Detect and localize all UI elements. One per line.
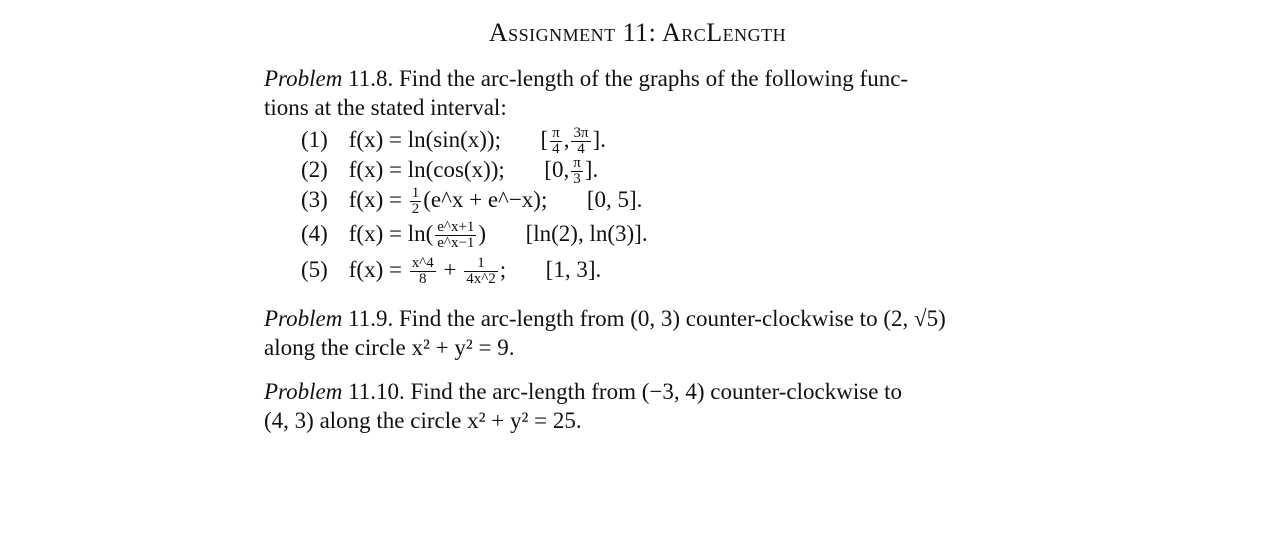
plus-sign: + (443, 256, 457, 282)
item-interval: [0, 5]. (586, 186, 643, 212)
problem-11-9-line1 (264, 304, 1044, 333)
problem-11-8 (264, 64, 1044, 122)
item-number: (1) (301, 126, 328, 152)
problem-number: 11.10. (348, 379, 405, 404)
problem-11-8-line1 (264, 64, 1044, 93)
item-expression-post: ; (499, 256, 507, 282)
item-expression: f(x) = ln(sin(x)); (348, 126, 501, 152)
list-item (301, 256, 601, 287)
interval-fraction-a: $\frac{\pi}{4}$ (552, 125, 560, 157)
list-item (301, 186, 642, 217)
problem-label: Problem (264, 306, 343, 331)
item-number: (4) (301, 220, 328, 246)
expression-fraction-1: $\frac{x\^{}4}{8}$ (411, 255, 434, 287)
item-expression-post: ) (478, 220, 487, 246)
problem-text: Find the arc-length from (0, 3) counter-clockwise to (2, √5) (399, 306, 946, 331)
interval-close: ]. (584, 156, 599, 182)
item-number: (3) (301, 186, 328, 212)
interval-fraction-b: $\frac{\pi}{3}$ (573, 155, 581, 187)
problem-label: Problem (264, 379, 343, 404)
interval-close: ]. (592, 126, 606, 152)
problem-text: Find the arc-length from (−3, 4) counter-clockwise to (410, 379, 903, 404)
problem-11-10-line1 (264, 377, 1044, 406)
problem-11-8-line2: tions at the stated interval: (264, 95, 507, 120)
item-interval: [1, 3]. (545, 256, 602, 282)
interval-open: [ (540, 126, 549, 152)
item-expression-pre: f(x) = (348, 186, 402, 212)
item-interval: [ln(2), ln(3)]. (525, 220, 648, 246)
expression-fraction-2: $\frac{1}{4x\^{}2}$ (466, 255, 496, 287)
problem-text: Find the arc-length of the graphs of the following func- (399, 66, 909, 91)
expression-fraction: $\frac{1}{2}$ (411, 185, 420, 217)
list-item (301, 156, 598, 187)
interval-open: [0, (544, 156, 570, 182)
problem-label: Problem (264, 66, 343, 91)
item-expression-pre: f(x) = (348, 256, 402, 282)
item-number: (5) (301, 256, 328, 282)
expression-fraction: $\frac{e\^{}x+1}{e\^{}x-1}$ (437, 219, 475, 251)
item-number: (2) (301, 156, 328, 182)
item-expression-pre: f(x) = ln( (348, 220, 434, 246)
list-item: (1) f(x) = ln(sin(x)); [ $\frac{\pi}{4}$ , $\frac{3\pi}{4}$ ]. (301, 125, 606, 157)
problem-number: 11.8. (348, 66, 394, 91)
interval-fraction-b: $\frac{3\pi}{4}$ (573, 125, 589, 157)
item-expression: f(x) = ln(cos(x)); (348, 156, 505, 182)
problem-11-10 (264, 377, 1044, 435)
problem-number: 11.9. (348, 306, 394, 331)
problem-11-9-line2: along the circle x² + y² = 9. (264, 335, 515, 360)
item-expression-post: (e^x + e^−x); (423, 186, 548, 212)
list-item (301, 220, 648, 251)
problem-11-10-line2: (4, 3) along the circle x² + y² = 25. (264, 408, 582, 433)
problem-11-9 (264, 304, 1044, 362)
page-title: Assignment 11: ArcLength (488, 18, 787, 47)
